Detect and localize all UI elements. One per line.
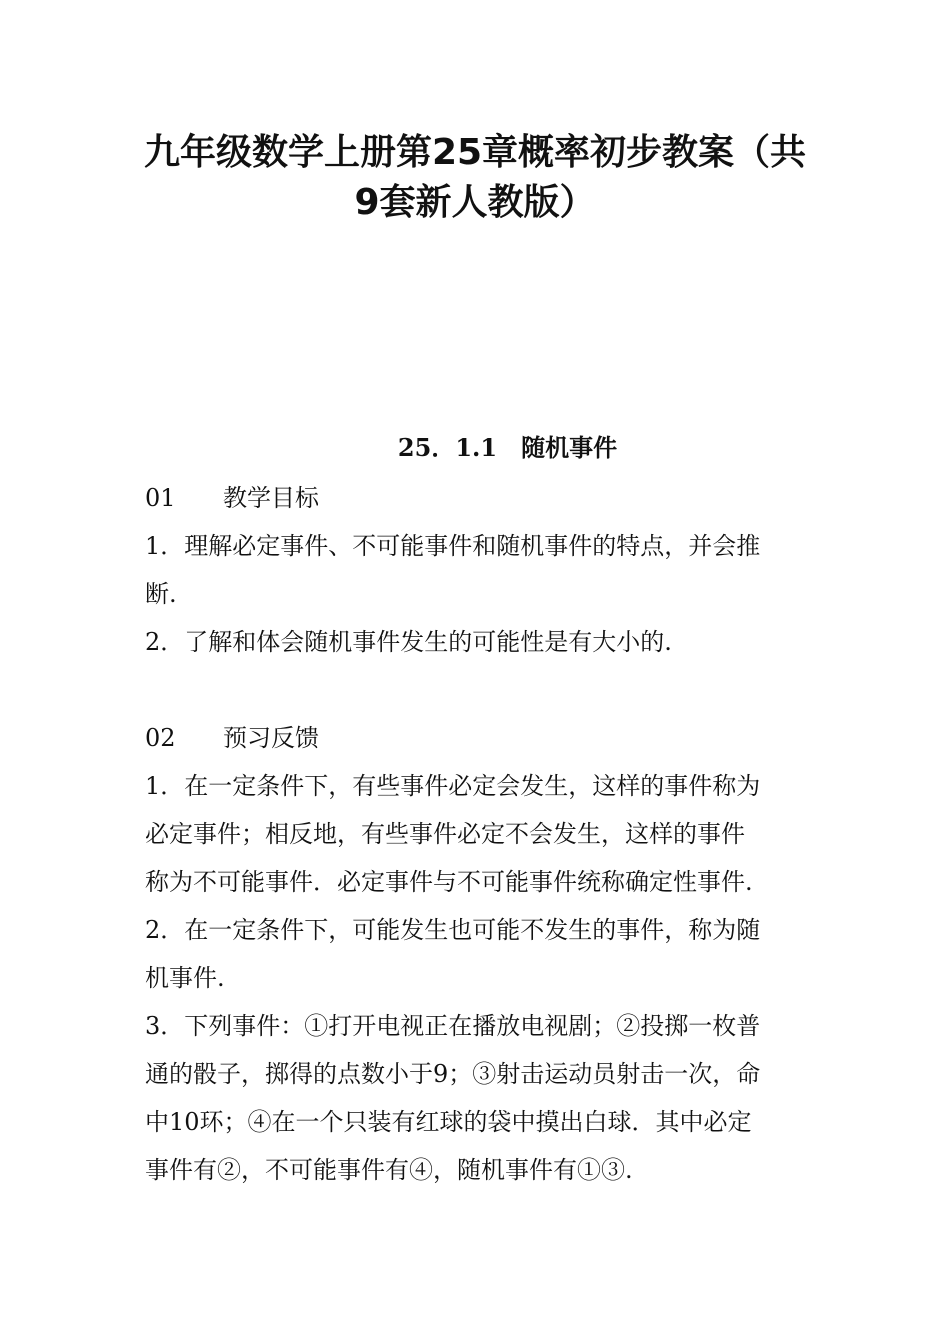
section-heading-preview: [145, 720, 810, 756]
text-line: 通的骰子，掷得的点数小于9；③射击运动员射击一次，命: [145, 1060, 761, 1088]
text-line: 机事件.: [145, 964, 225, 992]
preview-item-1: [145, 768, 810, 900]
document-title-line: 9套新人教版）: [354, 182, 596, 223]
text-line: 断.: [145, 580, 177, 608]
text-line: 2．了解和体会随机事件发生的可能性是有大小的.: [145, 628, 672, 656]
objective-item-1: [145, 528, 810, 612]
document-title: [140, 128, 810, 228]
document-title-line: 九年级数学上册第25章概率初步教案（共: [143, 132, 807, 173]
text-line: 必定事件；相反地，有些事件必定不会发生，这样的事件: [145, 820, 745, 848]
spacer: [145, 672, 810, 720]
section-title: 25．1.1 随机事件: [397, 433, 618, 462]
section-number: 02: [145, 724, 176, 752]
text-line: 1．在一定条件下，有些事件必定会发生，这样的事件称为: [145, 772, 761, 800]
document-body: [145, 480, 810, 1200]
text-line: 3．下列事件：①打开电视正在播放电视剧；②投掷一枚普: [145, 1012, 761, 1040]
preview-item-2: [145, 912, 810, 996]
text-line: 2．在一定条件下，可能发生也可能不发生的事件，称为随: [145, 916, 761, 944]
objective-item-2: [145, 624, 810, 660]
section-heading-text: 教学目标: [223, 484, 319, 512]
section-heading-text: 预习反馈: [223, 724, 319, 752]
text-line: 称为不可能事件．必定事件与不可能事件统称确定性事件.: [145, 868, 753, 896]
preview-item-3: [145, 1008, 810, 1188]
section-heading-objectives: [145, 480, 810, 516]
section-number: 01: [145, 484, 176, 512]
text-line: 1．理解必定事件、不可能事件和随机事件的特点，并会推: [145, 532, 761, 560]
text-line: 中10环；④在一个只装有红球的袋中摸出白球．其中必定: [145, 1108, 752, 1136]
text-line: 事件有②，不可能事件有④，随机事件有①③.: [145, 1156, 633, 1184]
